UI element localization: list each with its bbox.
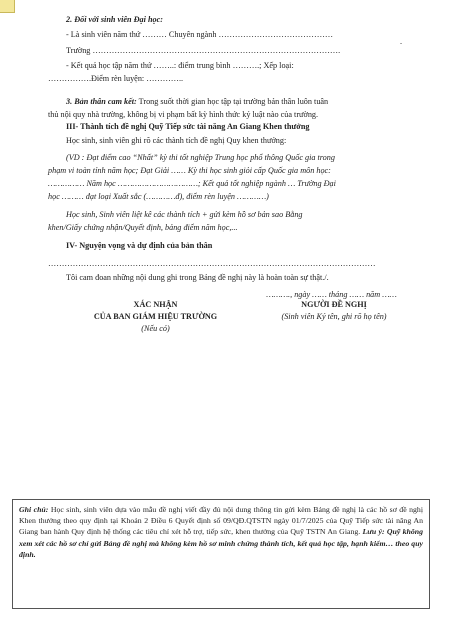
section-iii-title: III- Thành tích đề nghị Quỹ Tiếp sức tài năng An Giang Khen thưởng — [66, 122, 310, 131]
right-sign-note: (Sinh viên Ký tên, ghi rõ họ tên) — [281, 312, 387, 321]
stray-mark: . — [400, 37, 403, 46]
section-iv-title: IV- Nguyện vọng và dự định của bản thân — [66, 241, 213, 250]
note-emphasis: Lưu ý: Quỹ không xem xét các hồ sơ chỉ gửi Bảng đề nghị mà không kèm hồ sơ minh chứng thành tích, kết quả học tập, hạnh kiểm… theo quy định. — [19, 527, 423, 559]
section2-line2-text: Trường ………………………………………………………………………………. — [66, 46, 341, 55]
section2-title: 2. Đối với sinh viên Đại học: — [66, 15, 163, 24]
list-line1: Học sinh, Sinh viên liệt kê các thành tích + gửi kèm hồ sơ bản sao Bằng — [66, 210, 303, 219]
section3-text1: Trong suốt thời gian học tập tại trường bản thân luôn tuân — [136, 97, 329, 106]
page-corner-mark — [0, 0, 15, 13]
section2-line2 — [48, 44, 438, 57]
list-line2: khen/Giấy chứng nhận/Quyết định, bảng điểm năm học,... — [48, 223, 238, 232]
note-label: Ghi chú: — [19, 505, 49, 514]
right-sign-title: NGƯỜI ĐỀ NGHỊ — [301, 300, 367, 309]
section3-text2: thủ nội quy nhà trường, không bị vi phạm bất kỳ hình thức kỷ luật nào của trường. — [48, 110, 319, 119]
section3-line1 — [48, 95, 438, 108]
example-line2: phạm vi toàn tỉnh năm học; Đạt Giải …… Kỳ thi học sinh giỏi cấp Quốc gia môn học: — [48, 166, 331, 175]
note-box — [12, 499, 430, 609]
date-line: ………., ngày …… tháng …… năm …… — [266, 290, 397, 299]
section2-line3a: - Kết quả học tập năm thứ ……..: điểm trung bình ……….; Xếp loại: — [66, 61, 294, 70]
left-sign-title2: CỦA BAN GIÁM HIỆU TRƯỜNG — [93, 312, 218, 321]
section2-line3b: …………….Điểm rèn luyện: ………….. — [48, 74, 184, 83]
section-iii-intro: Học sinh, sinh viên ghi rõ các thành tích đề nghị Quy khen thưởng: — [66, 136, 287, 145]
example-line1: (VD : Đạt điểm cao “Nhất” kỳ thi tốt nghiệp Trung học phổ thông Quốc gia trong — [66, 153, 335, 162]
left-sign-title1: XÁC NHẬN — [133, 300, 178, 309]
section3-title: 3. Bản thân cam kết: — [66, 97, 137, 106]
example-line4: học ……… đạt loại Xuất sắc (…………đ), điểm rèn luyện …………) — [48, 192, 269, 201]
section2-line1: - Là sinh viên năm thứ ……… Chuyên ngành …………………………………… — [66, 30, 334, 39]
commitment-text: Tôi cam đoan những nội dung ghi trong Bảng đề nghị này là hoàn toàn sự thật./. — [66, 273, 329, 282]
example-line3: …………… Năm học ……………………………; Kết quả tốt nghiệp ngành … Trường Đại — [48, 179, 336, 188]
aspiration-dots: ………………………………………………………………………………………………………… — [48, 259, 376, 268]
left-sign-note: (Nếu có) — [141, 324, 170, 333]
note-text: Học sinh, sinh viên dựa vào mẫu đề nghị viết đầy đủ nội dung thông tin gửi kèm Bảng đề nghị là các hồ sơ đề nghị Khen thưởng theo quy định tại Khoản 2 Điều 6 Quyết định số 09/QĐ.QTSTN ngày 01/7/2025 của Quỹ Tiếp sức tài năng An Giang ban hành Quy định hệ thống các tiêu chí xét hỗ trợ, tiếp sức, khen thưởng của Quỹ TSTN An Giang. — [19, 505, 424, 537]
